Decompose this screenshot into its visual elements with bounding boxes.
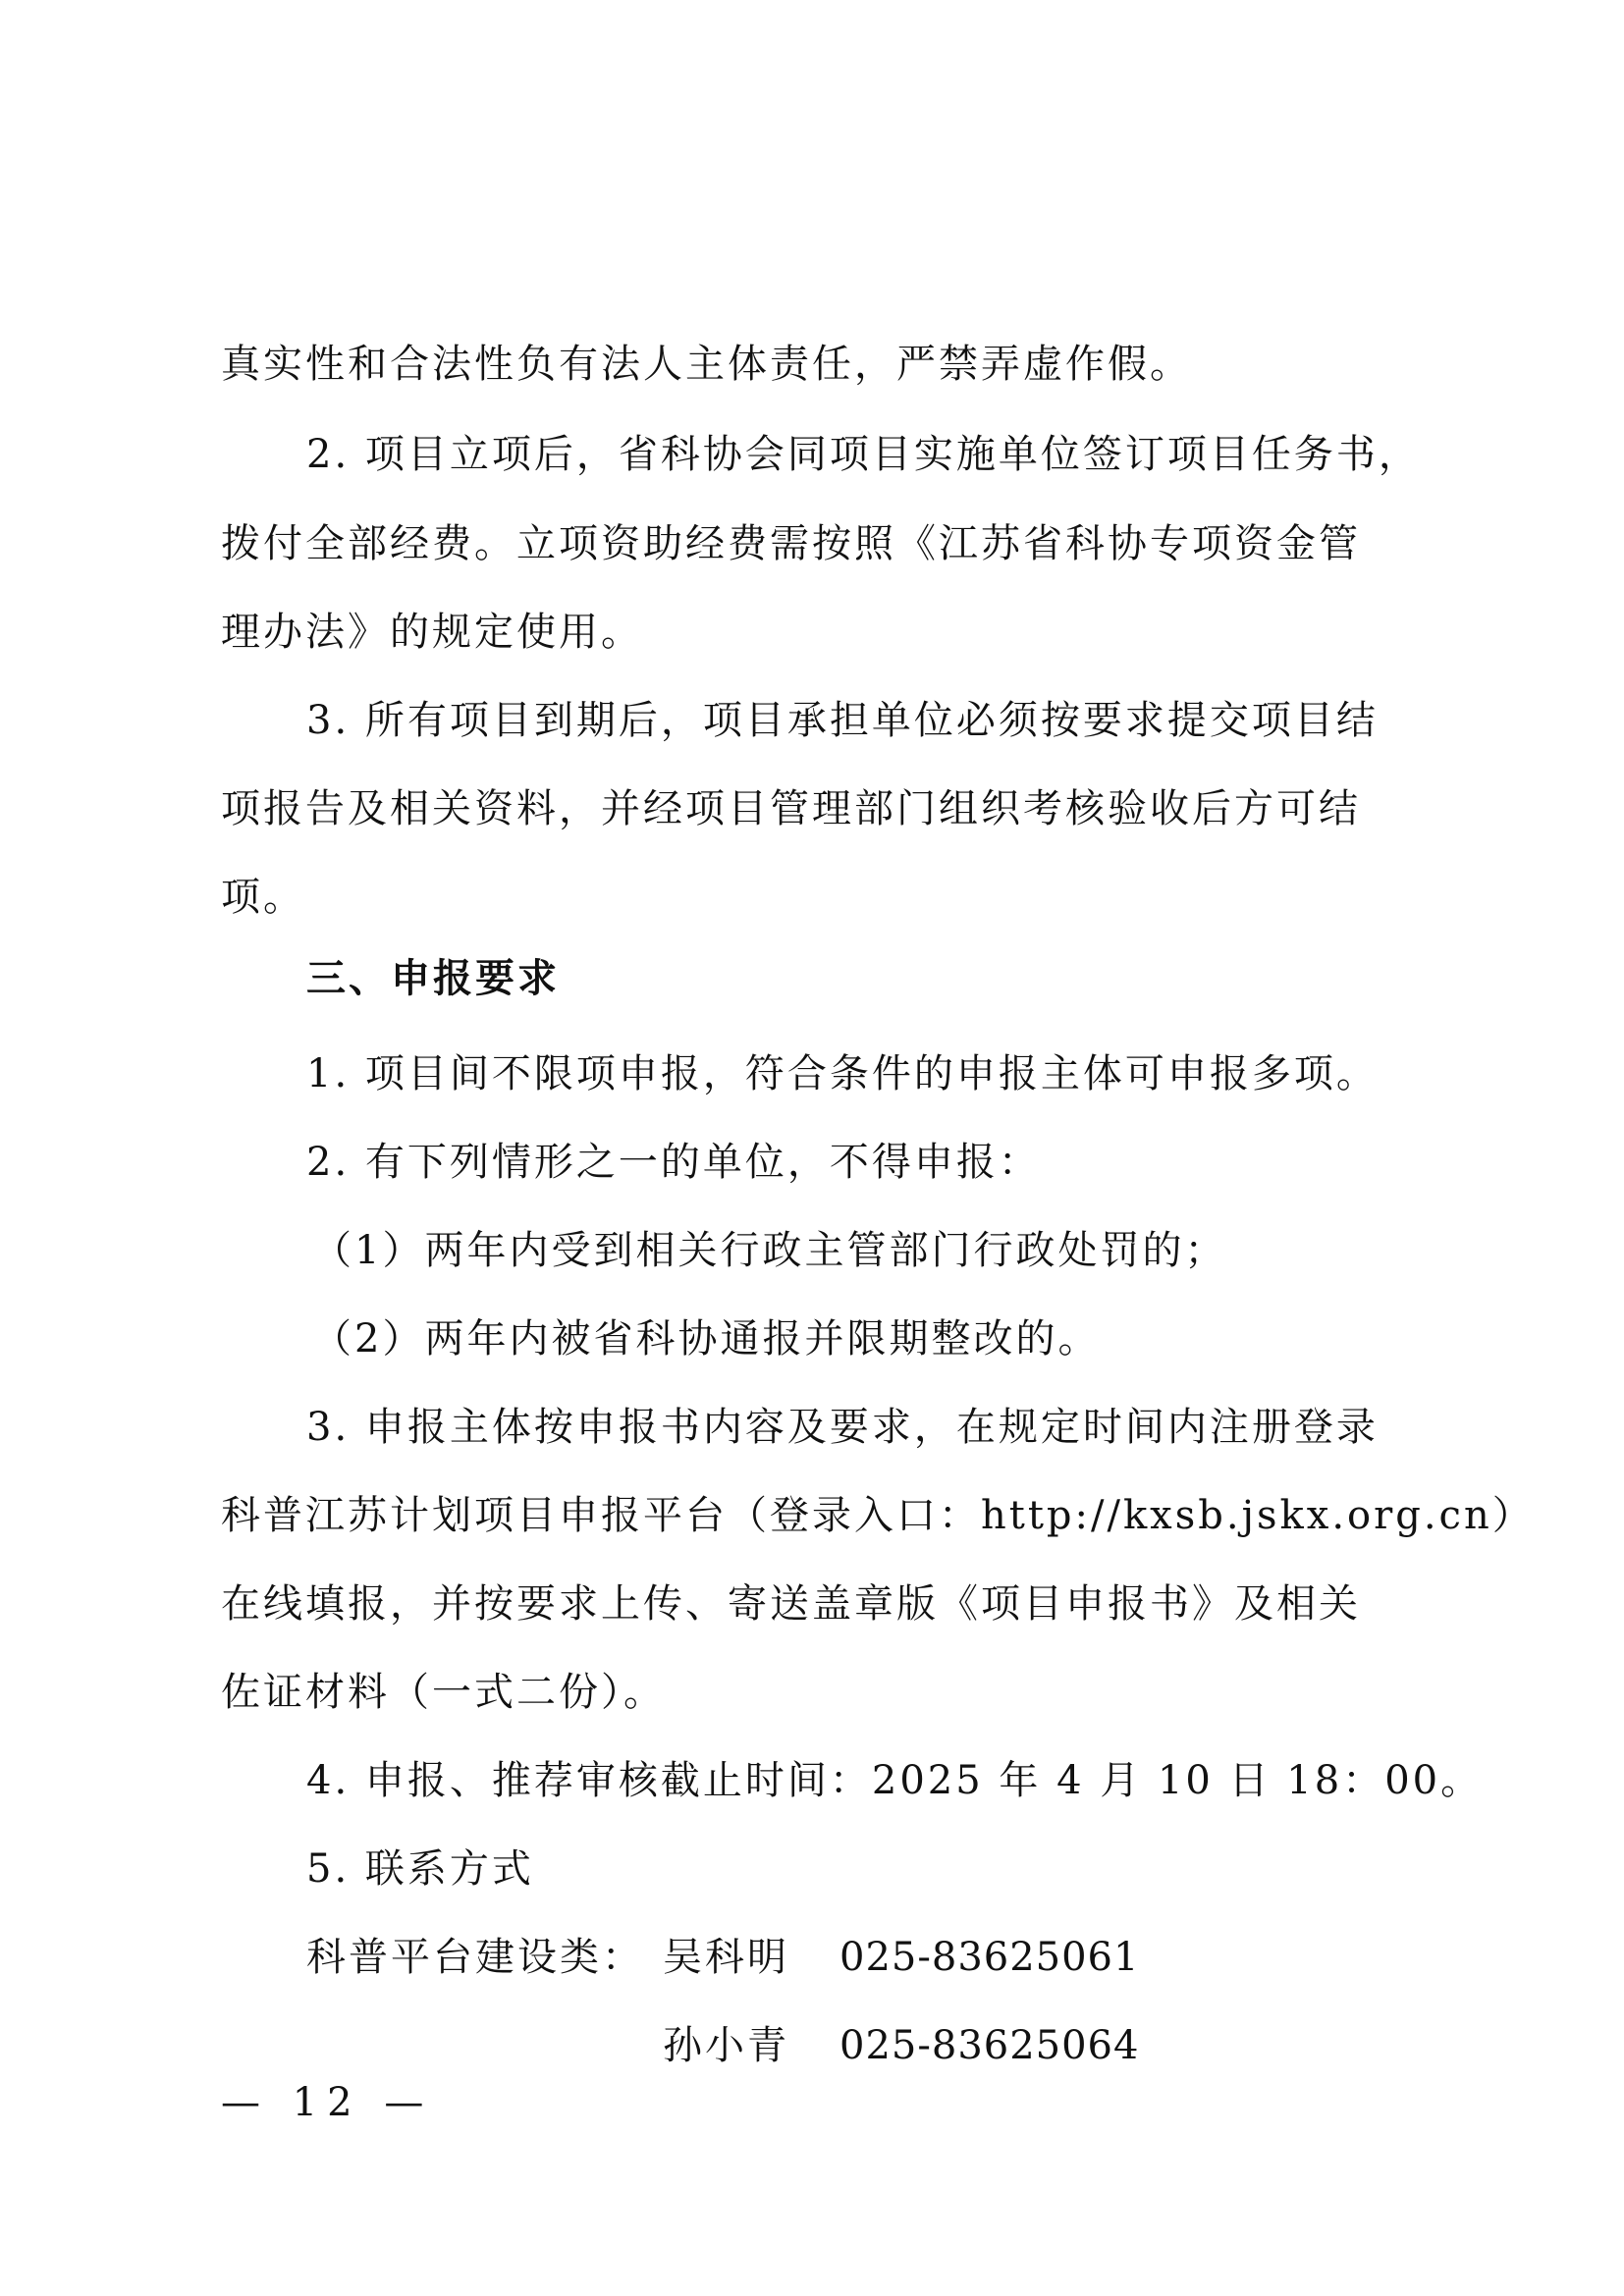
- paragraph-line-item-3-end: 项。: [221, 875, 305, 920]
- contact-phone: 025-83625061: [839, 1935, 1140, 1980]
- requirement-item-1: 1. 项目间不限项申报，符合条件的申报主体可申报多项。: [306, 1051, 1379, 1096]
- paragraph-line-item-3: 3. 所有项目到期后，项目承担单位必须按要求提交项目结: [306, 698, 1379, 743]
- requirement-item-3-url-line: 科普江苏计划项目申报平台（登录入口：http://kxsb.jskx.org.cn）: [221, 1493, 1535, 1538]
- requirement-item-3-continued: 在线填报，并按要求上传、寄送盖章版《项目申报书》及相关: [221, 1581, 1361, 1627]
- page-number: — 12 —: [221, 2080, 434, 2125]
- contact-name: 孙小青: [663, 2023, 789, 2068]
- requirement-item-4-deadline: 4. 申报、推荐审核截止时间：2025 年 4 月 10 日 18：00。: [306, 1758, 1484, 1803]
- requirement-item-2-subitem-1: （1）两年内受到相关行政主管部门行政处罚的；: [312, 1228, 1227, 1273]
- contact-category-label: 科普平台建设类：: [306, 1935, 644, 1980]
- contact-name: 吴科明: [663, 1935, 789, 1980]
- requirement-item-2-subitem-2: （2）两年内被省科协通报并限期整改的。: [312, 1316, 1101, 1362]
- paragraph-line-item-2-continued: 拨付全部经费。立项资助经费需按照《江苏省科协专项资金管: [221, 521, 1361, 566]
- requirement-item-3: 3. 申报主体按申报书内容及要求，在规定时间内注册登录: [306, 1405, 1379, 1450]
- paragraph-line-item-3-continued: 项报告及相关资料，并经项目管理部门组织考核验收后方可结: [221, 786, 1361, 831]
- requirement-item-3-end: 佐证材料（一式二份）。: [221, 1670, 666, 1715]
- paragraph-line-item-2-end: 理办法》的规定使用。: [221, 610, 643, 655]
- contact-phone: 025-83625064: [839, 2023, 1140, 2068]
- requirement-item-5-contact-heading: 5. 联系方式: [306, 1846, 534, 1892]
- paragraph-line-item-2: 2. 项目立项后，省科协会同项目实施单位签订项目任务书，: [306, 432, 1421, 477]
- requirement-item-2: 2. 有下列情形之一的单位，不得申报：: [306, 1140, 1041, 1185]
- paragraph-line-continuation: 真实性和合法性负有法人主体责任，严禁弄虚作假。: [221, 342, 1192, 387]
- section-heading: 三、申报要求: [306, 956, 560, 1002]
